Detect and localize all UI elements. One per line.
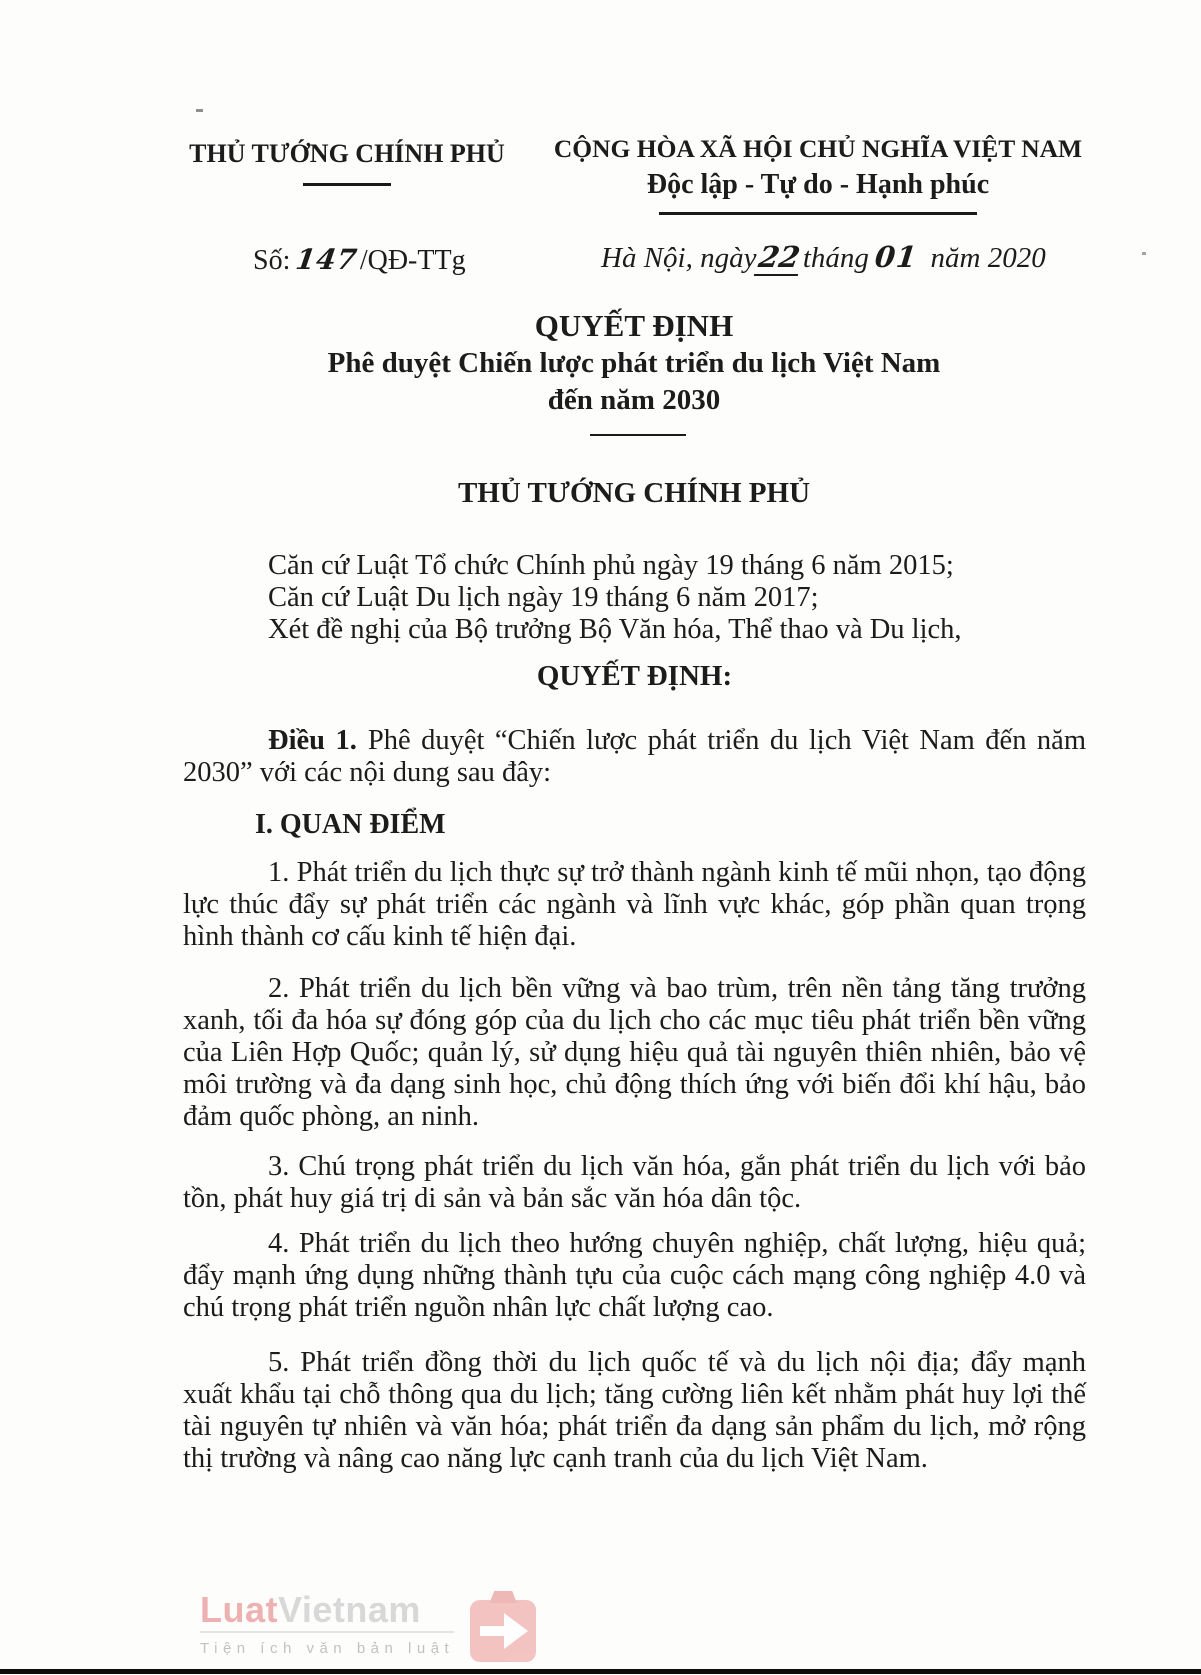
arrow-right-icon	[470, 1600, 536, 1662]
document-number	[253, 243, 466, 277]
document-number-suffix: /QĐ-TTg	[359, 245, 466, 276]
document-subject-line2: đến năm 2030	[547, 384, 721, 416]
viewpoint-paragraph: 2. Phát triển du lịch bền vững và bao trùm, trên nền tảng tăng trưởng xanh, tối đa hóa sự đóng góp của du lịch cho các mục tiêu phát triển bền vững của Liên Hợp Quốc; quản lý, sử dụng hiệu quả tài nguyên thiên nhiên, bảo vệ môi trường và đa dạng sinh học, chủ động thích ứng với biến đổi khí hậu, bảo đảm quốc phòng, an ninh.	[183, 973, 1086, 1132]
document-title-block	[183, 307, 1085, 418]
preamble-paragraph: Xét đề nghị của Bộ trưởng Bộ Văn hóa, Thể thao và Du lịch,	[268, 614, 962, 645]
luatvietnam-watermark	[200, 1590, 536, 1662]
national-header-block	[543, 134, 1093, 215]
issuer-heading: THỦ TƯỚNG CHÍNH PHỦ	[457, 477, 811, 509]
issuing-authority-block	[168, 139, 526, 186]
preamble-paragraph: Căn cứ Luật Tổ chức Chính phủ ngày 19 tháng 6 năm 2015;	[268, 550, 954, 581]
preamble-paragraph: Căn cứ Luật Du lịch ngày 19 tháng 6 năm 2017;	[268, 582, 819, 613]
document-type-title: QUYẾT ĐỊNH	[534, 308, 734, 343]
header-right-divider	[659, 212, 977, 215]
scan-speck	[1142, 252, 1146, 255]
title-divider	[590, 434, 686, 436]
viewpoint-paragraph: 5. Phát triển đồng thời du lịch quốc tế và du lịch nội địa; đẩy mạnh xuất khẩu tại chỗ thông qua du lịch; tăng cường liên kết nhằm phát huy lợi thế tài nguyên tự nhiên và văn hóa; phát triển đa dạng sản phẩm du lịch, mở rộng thị trường và nâng cao năng lực cạnh tranh của du lịch Việt Nam.	[183, 1347, 1086, 1474]
issuing-authority-name: THỦ TƯỚNG CHÍNH PHỦ	[189, 139, 505, 168]
viewpoint-paragraph: 4. Phát triển du lịch theo hướng chuyên nghiệp, chất lượng, hiệu quả; đẩy mạnh ứng dụng những thành tựu của cuộc cách mạng công nghiệp 4.0 và chú trọng phát triển nguồn nhân lực chất lượng cao.	[183, 1228, 1086, 1323]
watermark-tagline: Tiện ích văn bản luật	[200, 1640, 455, 1657]
article-1-label: Điều 1.	[268, 725, 357, 756]
date-year: năm 2020	[930, 242, 1046, 274]
national-motto: Độc lập - Tự do - Hạnh phúc	[646, 169, 990, 200]
article-1-text: Phê duyệt “Chiến lược phát triển du lịch Việt Nam đến năm 2030” với các nội dung sau đây:	[183, 725, 1086, 788]
watermark-text-column	[200, 1590, 454, 1657]
watermark-brand-vietnam: Vietnam	[278, 1589, 421, 1630]
header-left-divider	[303, 183, 391, 186]
date-prefix: Hà Nội, ngày	[601, 242, 757, 274]
document-number-handwritten: 147	[294, 243, 361, 276]
date-month-handwritten: 01	[873, 240, 920, 274]
viewpoint-paragraph: 1. Phát triển du lịch thực sự trở thành ngành kinh tế mũi nhọn, tạo động lực thúc đẩy sự phát triển các ngành và lĩnh vực khác, góp phần quan trọng hình thành cơ cấu kinh tế hiện đại.	[183, 857, 1086, 952]
watermark-brand-luat: Luat	[200, 1589, 278, 1630]
decision-heading: QUYẾT ĐỊNH:	[536, 660, 733, 692]
watermark-brand	[200, 1590, 454, 1630]
viewpoint-paragraph: 3. Chú trọng phát triển du lịch văn hóa, gắn phát triển du lịch với bảo tồn, phát huy giá trị di sản và bản sắc văn hóa dân tộc.	[183, 1151, 1086, 1214]
date-thang: tháng	[802, 242, 869, 274]
scan-speck	[196, 109, 203, 112]
document-subject-line1: Phê duyệt Chiến lược phát triển du lịch Việt Nam	[327, 347, 941, 379]
document-number-label: Số:	[253, 245, 291, 276]
scan-bottom-edge	[0, 1669, 1201, 1674]
place-date-line	[601, 240, 1046, 276]
article-1-paragraph	[183, 725, 1086, 789]
republic-title: CỘNG HÒA XÃ HỘI CHỦ NGHĨA VIỆT NAM	[553, 134, 1083, 163]
document-body	[183, 550, 1086, 1475]
date-day-handwritten: 22	[754, 240, 805, 276]
section-1-heading: I. QUAN ĐIỂM	[255, 809, 446, 840]
watermark-underline	[200, 1631, 454, 1633]
